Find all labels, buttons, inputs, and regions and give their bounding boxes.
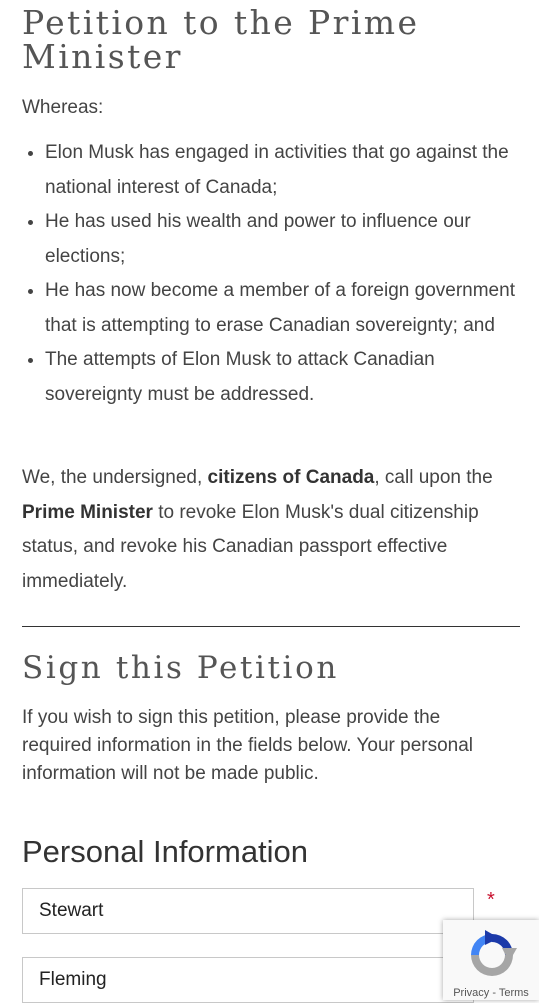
request-text: We, the undersigned,	[22, 467, 208, 488]
list-item: • The attempts of Elon Musk to attack Canadian sovereignty must be addressed.	[45, 343, 520, 412]
sign-intro: If you wish to sign this petition, please provide the required information in the fields below. Your personal information will not be made public.	[22, 707, 474, 784]
whereas-label: Whereas:	[22, 97, 104, 118]
request-emphasis-prime-minister: Prime Minister	[22, 501, 153, 523]
terms-link[interactable]: Terms	[498, 987, 529, 999]
personal-info-heading: Personal Information	[22, 834, 309, 869]
recaptcha-links	[443, 987, 539, 999]
list-item: • He has now become a member of a foreign government that is attempting to erase Canadian sovereignty; and	[45, 274, 520, 343]
recaptcha-icon	[465, 928, 519, 982]
section-divider	[22, 626, 520, 627]
request-text: , call upon the	[374, 467, 493, 488]
privacy-link[interactable]: Privacy	[453, 987, 490, 999]
first-name-field[interactable]	[22, 888, 474, 934]
petition-request	[22, 461, 519, 599]
link-separator: -	[489, 987, 499, 999]
recaptcha-badge[interactable]	[443, 920, 539, 1000]
reasons-list	[22, 136, 520, 412]
list-item: • Elon Musk has engaged in activities that go against the national interest of Canada;	[45, 136, 520, 205]
request-text: to revoke Elon Musk's dual citizenship status, and revoke his Canadian passport effective immediately.	[22, 501, 479, 592]
last-name-field[interactable]	[22, 957, 474, 1003]
required-marker: *	[487, 889, 495, 911]
request-emphasis-citizens: citizens of Canada	[207, 467, 375, 488]
list-item: • He has used his wealth and power to influence our elections;	[45, 205, 520, 274]
sign-heading: Sign this Petition	[22, 650, 339, 686]
page-title: Petition to the Prime Minister	[22, 3, 420, 76]
